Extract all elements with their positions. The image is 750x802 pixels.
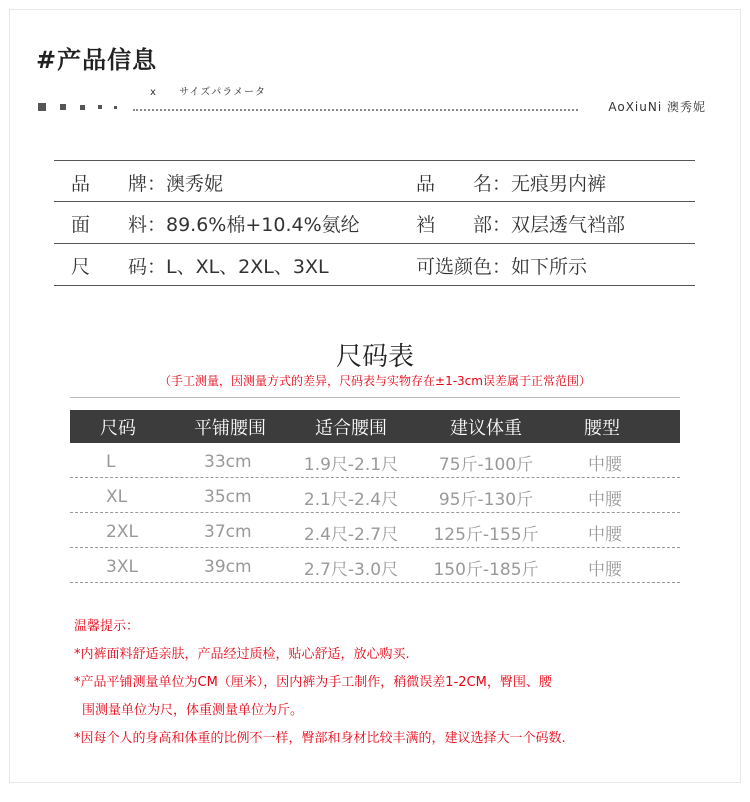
page-frame [9, 9, 741, 783]
info-sizes: 尺 码：L、XL、2XL、3XL [71, 256, 329, 278]
subtitle-x: x [150, 87, 157, 98]
size-table-header [70, 410, 680, 443]
subtitle-text: サイズパラメータ [179, 87, 267, 98]
decorative-dotted-divider [38, 98, 706, 116]
info-row [54, 160, 695, 202]
tip-line: 围测量单位为尺，体重测量单位为斤。 [82, 703, 304, 718]
square-dot-icon [60, 104, 66, 110]
table-row [70, 478, 680, 513]
size-table [70, 410, 680, 583]
info-colors: 可选颜色：如下所示 [416, 256, 588, 278]
section-title: #产品信息 [36, 46, 158, 74]
tip-line: *因每个人的身高和体重的比例不一样，臀部和身材比较丰满的，建议选择大一个码数. [74, 731, 566, 746]
square-dot-icon [98, 105, 102, 109]
cell-size: 3XL [106, 557, 138, 577]
divider [70, 397, 680, 398]
header-weight: 建议体重 [450, 417, 522, 439]
cell-fit-waist: 2.7尺-3.0尺 [303, 559, 399, 580]
header-fit-waist: 适合腰围 [315, 417, 387, 439]
cell-fit-waist: 1.9尺-2.1尺 [303, 454, 399, 475]
header-waist-type: 腰型 [584, 417, 620, 439]
info-crotch: 裆 部：双层透气裆部 [416, 214, 626, 236]
cell-weight: 95斤-130斤 [438, 489, 534, 510]
table-row [70, 443, 680, 478]
cell-flat-waist: 37cm [204, 522, 252, 542]
product-info-table [54, 160, 695, 286]
square-dot-icon [80, 105, 85, 110]
size-chart-note: （手工测量，因测量方式的差异，尺码表与实物存在±1-3cm误差属于正常范围） [159, 374, 591, 388]
square-dot-icon [38, 103, 46, 111]
cell-flat-waist: 33cm [204, 452, 252, 472]
cell-waist-type: 中腰 [588, 454, 622, 475]
info-row [54, 244, 695, 286]
cell-waist-type: 中腰 [588, 524, 622, 545]
cell-flat-waist: 35cm [204, 487, 252, 507]
cell-weight: 125斤-155斤 [433, 524, 539, 545]
cell-weight: 75斤-100斤 [438, 454, 534, 475]
info-brand: 品 牌：澳秀妮 [71, 173, 224, 195]
cell-fit-waist: 2.4尺-2.7尺 [303, 524, 399, 545]
dotted-line [133, 109, 578, 111]
header-size: 尺码 [100, 417, 136, 439]
cell-weight: 150斤-185斤 [433, 559, 539, 580]
tips-heading: 温馨提示： [74, 619, 140, 634]
info-product-name: 品 名：无痕男内裤 [416, 173, 607, 195]
table-row [70, 513, 680, 548]
cell-fit-waist: 2.1尺-2.4尺 [303, 489, 399, 510]
tip-line: *产品平铺测量单位为CM（厘米），因内裤为手工制作，稍微误差1-2CM，臀围、腰 [74, 675, 552, 690]
cell-size: XL [106, 487, 128, 507]
cell-waist-type: 中腰 [588, 489, 622, 510]
cell-flat-waist: 39cm [204, 557, 252, 577]
cell-waist-type: 中腰 [588, 559, 622, 580]
brand-label: AoXiuNi 澳秀妮 [608, 100, 706, 114]
square-dot-icon [114, 106, 117, 109]
tip-line: *内裤面料舒适亲肤，产品经过质检，贴心舒适，放心购买. [74, 647, 410, 662]
cell-size: 2XL [106, 522, 138, 542]
info-fabric: 面 料：89.6%棉+10.4%氨纶 [71, 214, 360, 236]
section-subtitle [150, 83, 266, 98]
header-flat-waist: 平铺腰围 [194, 417, 266, 439]
size-chart-title: 尺码表 [335, 342, 414, 372]
cell-size: L [106, 452, 116, 472]
info-row [54, 202, 695, 244]
table-row [70, 548, 680, 583]
